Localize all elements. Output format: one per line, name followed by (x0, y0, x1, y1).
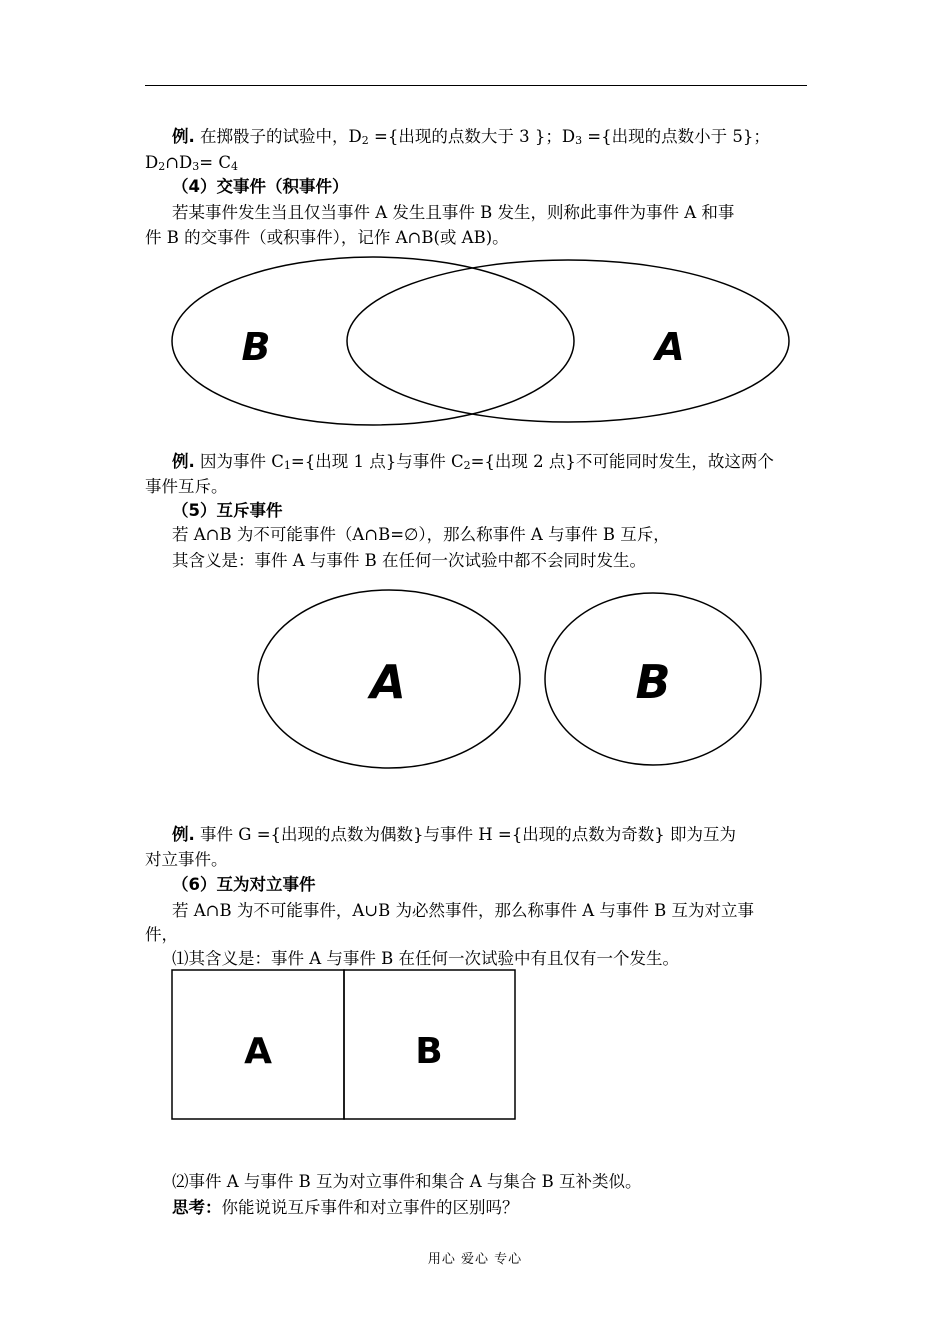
think-label: 思考： (172, 1198, 222, 1217)
header-rule (145, 85, 807, 86)
venn-label-a: A (655, 325, 685, 369)
complement-box-left (172, 970, 344, 1119)
disjoint-ellipse-b (545, 593, 761, 765)
page-footer: 用心 爱心 专心 (427, 1252, 523, 1267)
example1-line2: $D_2\cap D_3= C_4$ (145, 153, 238, 173)
complement-label-b: B (415, 1031, 443, 1072)
complement-label-a: A (244, 1031, 272, 1072)
section6-heading: （6）互为对立事件 (172, 875, 316, 894)
think-question: 思考：你能说说互斥事件和对立事件的区别吗？ (172, 1198, 519, 1217)
disjoint-ellipse-a (258, 590, 520, 768)
example2-label: 例. (172, 452, 195, 471)
example3-line1: 例. 事件 G ={出现的点数为偶数}与事件 H ={出现的点数为奇数} 即为互为 (172, 825, 736, 844)
example2-line2: 事件互斥。 (145, 477, 228, 496)
section6-line2: 件， (145, 925, 178, 944)
section4-heading: （4）交事件（积事件） (172, 177, 349, 196)
example2-line1: 例. 因为事件 $C_1=${出现 1 点}与事件 $C_2=${出现 2 点}不可能同时发生，故这两个 (172, 452, 774, 472)
venn-ellipse-b (172, 257, 574, 425)
section6-line1: 若 A∩B 为不可能事件，A∪B 为必然事件，那么称事件 A 与事件 B 互为对立事 (172, 901, 754, 920)
section4-paragraph-line2: 件 B 的交事件（或积事件），记作 A∩B(或 AB)。 (145, 228, 509, 247)
section5-line2: 其含义是：事件 A 与事件 B 在任何一次试验中都不会同时发生。 (172, 551, 647, 570)
venn-ellipse-a (347, 260, 789, 422)
complement-box-right (344, 970, 515, 1119)
disjoint-label-b: B (635, 655, 671, 709)
section5-heading: （5）互斥事件 (172, 501, 283, 520)
example3-label: 例. (172, 825, 195, 844)
section6-point2: ⑵事件 A 与事件 B 互为对立事件和集合 A 与集合 B 互补类似。 (172, 1172, 642, 1191)
venn-label-b: B (241, 325, 271, 369)
section4-paragraph-line1: 若某事件发生当且仅当事件 A 发生且事件 B 发生，则称此事件为事件 A 和事 (172, 203, 735, 222)
disjoint-label-a: A (370, 655, 406, 709)
example1-label: 例. (172, 127, 195, 146)
section5-line1: 若 A∩B 为不可能事件（A∩B=∅），那么称事件 A 与事件 B 互斥， (172, 525, 670, 544)
example1-line1: 例. 在掷骰子的试验中，$D_2$ ={出现的点数大于 3 }；$D_3$ ={出现的点数小于 5}； (172, 127, 770, 147)
section6-point1: ⑴其含义是：事件 A 与事件 B 在任何一次试验中有且仅有一个发生。 (172, 949, 680, 968)
example3-line2: 对立事件。 (145, 850, 228, 869)
